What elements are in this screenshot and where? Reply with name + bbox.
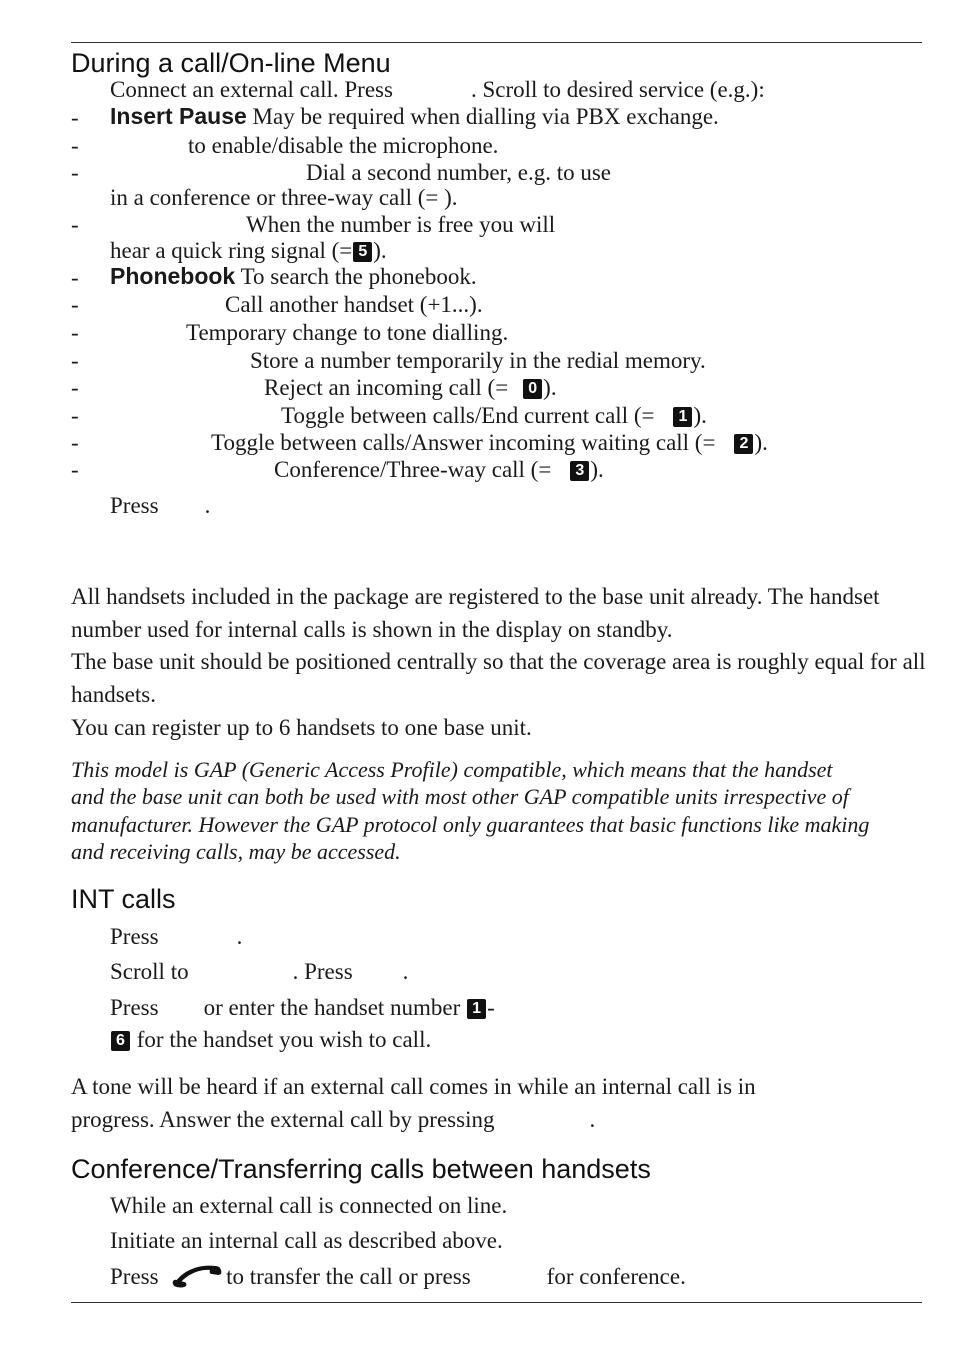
list-item-phonebook: Phonebook To search the phonebook.: [110, 263, 477, 289]
registration-paragraph-1: All handsets included in the package are registered to the base unit already. The handset number used for internal calls is shown in the display on standby.: [71, 584, 880, 642]
top-rule: [71, 42, 922, 43]
list-dash: -: [71, 348, 79, 373]
conference-step-2: Initiate an internal call as described above.: [110, 1228, 503, 1253]
list-item-reject-call: Reject an incoming call (= 0 ).: [264, 375, 557, 400]
registration-paragraph-3: You can register up to 6 handsets to one base unit.: [71, 715, 532, 740]
key-3-icon: 3: [570, 461, 589, 481]
list-dash: -: [71, 160, 79, 185]
gap-note-line: This model is GAP (Generic Access Profile) compatible, which means that the handset: [71, 757, 833, 782]
list-dash: -: [71, 457, 79, 482]
list-item-number-free: When the number is free you will: [246, 212, 556, 237]
key-0-icon: 0: [523, 379, 542, 399]
list-item-call-handset: Call another handset (+1...).: [225, 292, 483, 317]
list-item-toggle-end: Toggle between calls/End current call (= 1 ).: [281, 403, 707, 428]
key-2-icon: 2: [734, 434, 753, 454]
bottom-rule: [71, 1302, 922, 1303]
gap-note-line: manufacturer. However the GAP protocol only guarantees that basic functions like making: [71, 812, 870, 837]
conference-heading: Conference/Transferring calls between handsets: [71, 1154, 651, 1184]
conference-step-3: Press to transfer the call or press for conference.: [110, 1264, 686, 1289]
list-item-second-number-cont: in a conference or three-way call (= ).: [110, 185, 458, 210]
int-step-3: Press or enter the handset number 1 -: [110, 995, 495, 1020]
list-item-microphone: to enable/disable the microphone.: [188, 133, 499, 158]
handset-icon: [170, 1262, 224, 1290]
list-dash: -: [71, 292, 79, 317]
gap-note-line: and receiving calls, may be accessed.: [71, 839, 401, 864]
int-step-3-cont: 6 for the handset you wish to call.: [110, 1027, 431, 1053]
list-dash: -: [71, 133, 79, 158]
registration-paragraph-2: The base unit should be positioned centrally so that the coverage area is roughly equal for all handsets.: [71, 649, 926, 707]
list-item-tone-dialling: Temporary change to tone dialling.: [186, 320, 509, 345]
insert-pause-label: Insert Pause: [110, 103, 247, 129]
list-dash: -: [71, 403, 79, 428]
list-dash: -: [71, 105, 79, 130]
online-menu-heading: During a call/On-line Menu: [71, 48, 391, 78]
list-dash: -: [71, 265, 79, 290]
list-item-insert-pause: Insert Pause May be required when dialling via PBX exchange.: [110, 103, 719, 129]
list-item-store-number: Store a number temporarily in the redial memory.: [250, 348, 706, 373]
list-dash: -: [71, 375, 79, 400]
online-menu-press: Press .: [110, 493, 211, 518]
key-6-icon: 6: [111, 1031, 130, 1051]
list-dash: -: [71, 212, 79, 237]
list-item-toggle-answer: Toggle between calls/Answer incoming waiting call (= 2 ).: [211, 430, 768, 455]
conference-step-1: While an external call is connected on line.: [110, 1193, 508, 1218]
list-dash: -: [71, 430, 79, 455]
phonebook-label: Phonebook: [110, 263, 236, 289]
int-calls-heading: INT calls: [71, 884, 176, 914]
list-item-second-number: Dial a second number, e.g. to use: [306, 160, 612, 185]
list-dash: -: [71, 320, 79, 345]
list-item-conference: Conference/Three-way call (= 3 ).: [274, 457, 604, 482]
tone-paragraph-line-1: A tone will be heard if an external call comes in while an internal call is in: [71, 1074, 756, 1099]
int-step-2: Scroll to . Press .: [110, 959, 409, 984]
key-1-icon: 1: [467, 999, 486, 1019]
online-menu-intro: Connect an external call. Press . Scroll to desired service (e.g.):: [110, 77, 765, 102]
key-1-icon: 1: [673, 407, 692, 427]
key-5-icon: 5: [353, 242, 372, 262]
list-item-number-free-cont: hear a quick ring signal (= 5 ).: [110, 238, 387, 263]
tone-paragraph-line-2: progress. Answer the external call by pressing .: [71, 1107, 596, 1132]
gap-note-line: and the base unit can both be used with most other GAP compatible units irrespective of: [71, 784, 849, 809]
int-step-1: Press .: [110, 924, 243, 949]
